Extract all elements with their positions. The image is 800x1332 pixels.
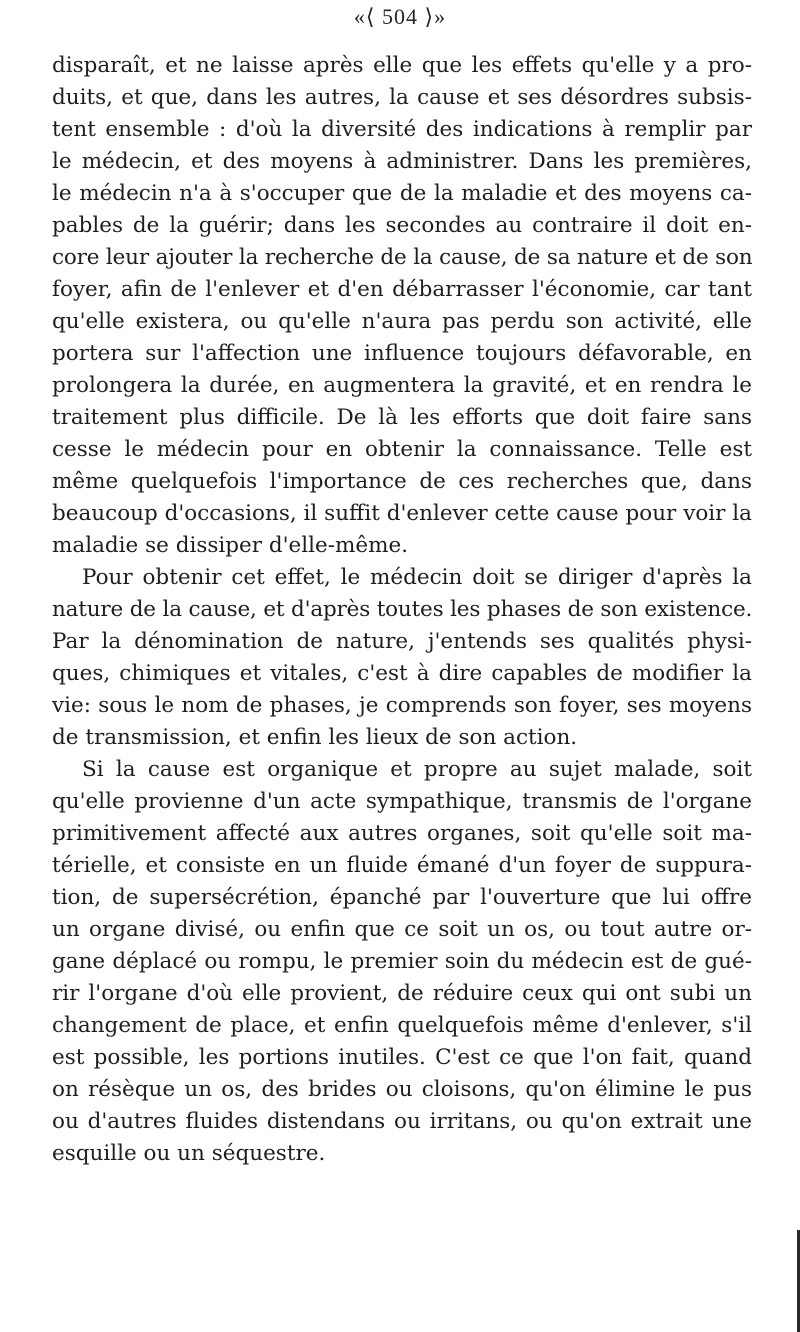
text-line: pables de la guérir; dans les secondes au contraire il doit en- xyxy=(52,213,752,238)
text-line: Pour obtenir cet effet, le médecin doit se diriger d'après la xyxy=(82,565,752,590)
text-line: gane déplacé ou rompu, le premier soin du médecin est de gué- xyxy=(52,949,752,974)
text-line: le médecin, et des moyens à administrer. Dans les premières, xyxy=(52,149,752,174)
text-line: tion, de supersécrétion, épanché par l'ouverture que lui offre xyxy=(52,885,752,910)
text-line: esquille ou un séquestre. xyxy=(52,1141,326,1166)
text-line: qu'elle existera, ou qu'elle n'aura pas perdu son activité, elle xyxy=(52,309,752,334)
text-line: core leur ajouter la recherche de la cause, de sa nature et de son xyxy=(52,245,753,270)
text-line: ou d'autres fluides distendans ou irritans, ou qu'on extrait une xyxy=(52,1109,752,1134)
text-line: qu'elle provienne d'un acte sympathique, transmis de l'organe xyxy=(52,789,752,814)
text-line: changement de place, et enfin quelquefois même d'enlever, s'il xyxy=(52,1013,752,1038)
page-body-text xyxy=(52,50,752,1170)
text-line: disparaît, et ne laisse après elle que les effets qu'elle y a pro- xyxy=(52,53,752,78)
text-line: tent ensemble : d'où la diversité des indications à remplir par xyxy=(52,117,752,142)
text-line: beaucoup d'occasions, il suffit d'enlever cette cause pour voir la xyxy=(52,501,752,526)
text-line: Si la cause est organique et propre au sujet malade, soit xyxy=(82,757,752,782)
text-line: vie: sous le nom de phases, je comprends son foyer, ses moyens xyxy=(52,693,752,718)
text-line: foyer, afin de l'enlever et d'en débarrasser l'économie, car tant xyxy=(52,277,752,302)
page-number-header: «⟨ 504 ⟩» xyxy=(353,4,447,29)
text-line: prolongera la durée, en augmentera la gravité, et en rendra le xyxy=(52,373,752,398)
text-line: duits, et que, dans les autres, la cause et ses désordres subsis- xyxy=(52,85,752,110)
text-line: portera sur l'affection une influence toujours défavorable, en xyxy=(52,341,752,366)
text-line: on résèque un os, des brides ou cloisons, qu'on élimine le pus xyxy=(52,1077,752,1102)
text-line: primitivement affecté aux autres organes, soit qu'elle soit ma- xyxy=(52,821,752,846)
text-line: rir l'organe d'où elle provient, de réduire ceux qui ont subi un xyxy=(52,981,752,1006)
text-line: de transmission, et enfin les lieux de son action. xyxy=(52,725,578,750)
text-line: ques, chimiques et vitales, c'est à dire capables de modifier la xyxy=(52,661,752,686)
text-line: nature de la cause, et d'après toutes les phases de son existence. xyxy=(52,597,753,622)
text-line: maladie se dissiper d'elle-même. xyxy=(52,533,409,558)
text-line: cesse le médecin pour en obtenir la connaissance. Telle est xyxy=(52,437,752,462)
text-line: traitement plus difficile. De là les efforts que doit faire sans xyxy=(52,405,752,430)
text-line: est possible, les portions inutiles. C'est ce que l'on fait, quand xyxy=(52,1045,752,1070)
text-line: même quelquefois l'importance de ces recherches que, dans xyxy=(52,469,752,494)
text-line: un organe divisé, ou enfin que ce soit un os, ou tout autre or- xyxy=(52,917,752,942)
text-line: Par la dénomination de nature, j'entends ses qualités physi- xyxy=(52,629,752,654)
text-line: le médecin n'a à s'occuper que de la maladie et des moyens ca- xyxy=(52,181,752,206)
text-line: térielle, et consiste en un fluide émané d'un foyer de suppura- xyxy=(52,853,752,878)
